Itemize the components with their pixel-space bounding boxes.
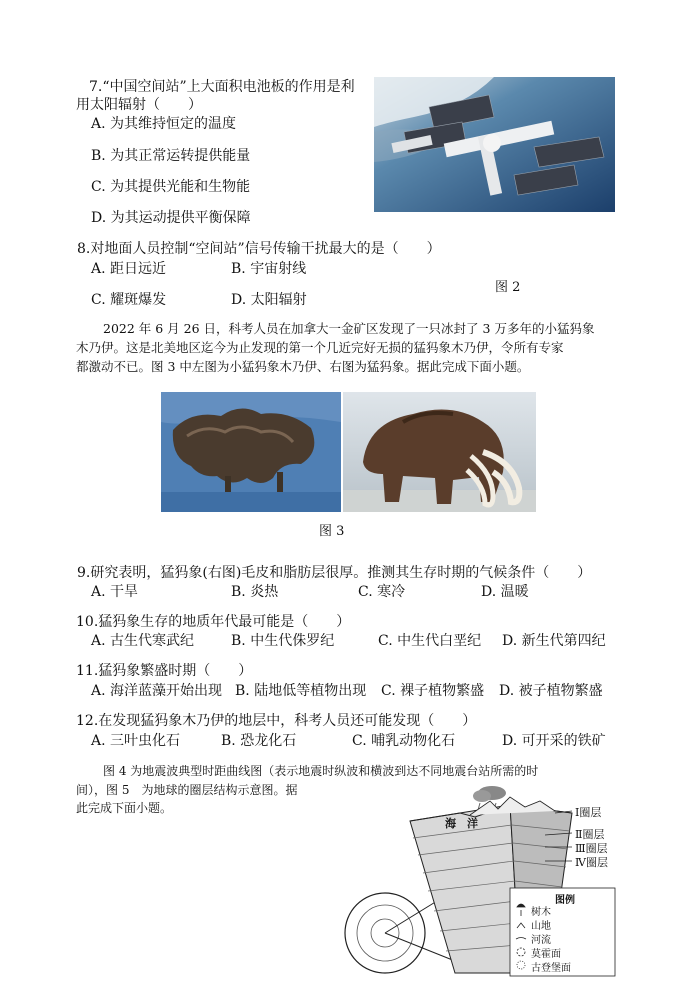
q10-option-c[interactable]: C. 中生代白垩纪 <box>378 633 482 649</box>
q9-option-a[interactable]: A. 干旱 <box>91 584 139 600</box>
layer-4-label: Ⅳ圈层 <box>575 856 608 869</box>
figure-2-caption: 图 2 <box>495 280 521 295</box>
legend-gutenberg: 古登堡面 <box>531 963 571 974</box>
space-station-image <box>374 77 615 212</box>
q12-option-d[interactable]: D. 可开采的铁矿 <box>502 733 606 749</box>
q7-option-a[interactable]: A. 为其维持恒定的温度 <box>91 116 237 132</box>
q8-option-c[interactable]: C. 耀斑爆发 <box>91 292 167 308</box>
layer-2-label: Ⅱ圈层 <box>575 828 605 841</box>
q12-stem: 12.在发现猛犸象木乃伊的地层中，科考人员还可能发现（ ） <box>76 713 477 729</box>
earth-layers-diagram <box>340 783 625 978</box>
intro1-line1: 2022 年 6 月 26 日，科考人员在加拿大一金矿区发现了一只冰封了 3 万多年的小猛犸象 <box>103 321 595 336</box>
q10-option-d[interactable]: D. 新生代第四纪 <box>502 633 606 649</box>
q9-option-b[interactable]: B. 炎热 <box>231 584 279 600</box>
mammoth-mummy-image <box>161 392 341 512</box>
intro1-line2: 木乃伊。这是北美地区迄今为止发现的第一个几近完好无损的猛犸象木乃伊，令所有专家 <box>76 340 564 355</box>
figure-3-caption: 图 3 <box>319 524 345 539</box>
q12-option-a[interactable]: A. 三叶虫化石 <box>91 733 181 749</box>
q8-option-b[interactable]: B. 宇宙射线 <box>231 261 307 277</box>
intro1-line3: 都激动不已。图 3 中左图为小猛犸象木乃伊、右图为猛犸象。据此完成下面小题。 <box>76 359 530 374</box>
q7-stem-line2: 用太阳辐射（ ） <box>76 97 202 113</box>
intro2-line3: 此完成下面小题。 <box>76 801 173 815</box>
mammoth-image <box>343 392 536 512</box>
q7-stem-line1: 7.“中国空间站”上大面积电池板的作用是利 <box>89 79 355 95</box>
q10-option-a[interactable]: A. 古生代寒武纪 <box>91 633 195 649</box>
q11-option-c[interactable]: C. 裸子植物繁盛 <box>381 683 485 699</box>
q7-option-b[interactable]: B. 为其正常运转提供能量 <box>91 148 251 164</box>
q11-option-b[interactable]: B. 陆地低等植物出现 <box>235 683 367 699</box>
q9-option-c[interactable]: C. 寒冷 <box>358 584 406 600</box>
q11-option-a[interactable]: A. 海洋蓝藻开始出现 <box>91 683 223 699</box>
q12-option-c[interactable]: C. 哺乳动物化石 <box>352 733 456 749</box>
q11-option-d[interactable]: D. 被子植物繁盛 <box>499 683 603 699</box>
q8-option-a[interactable]: A. 距日远近 <box>91 261 167 277</box>
intro2-line1: 图 4 为地震波典型时距曲线图（表示地震时纵波和横波到达不同地震台站所需的时 <box>103 764 539 778</box>
q12-option-b[interactable]: B. 恐龙化石 <box>221 733 297 749</box>
ocean-label: 海 洋 <box>445 817 478 830</box>
q11-stem: 11.猛犸象繁盛时期（ ） <box>76 663 253 679</box>
layer-1-label: Ⅰ圈层 <box>575 806 602 819</box>
legend-river: 河流 <box>531 935 551 946</box>
q9-stem: 9.研究表明，猛犸象(右图)毛皮和脂肪层很厚。推测其生存时期的气候条件（ ） <box>77 565 592 581</box>
q10-option-b[interactable]: B. 中生代侏罗纪 <box>231 633 335 649</box>
q7-option-c[interactable]: C. 为其提供光能和生物能 <box>91 179 251 195</box>
legend-title: 图例 <box>555 895 575 906</box>
intro2-line2: 间），图 5 为地球的圈层结构示意图。据 <box>76 783 298 797</box>
q9-option-d[interactable]: D. 温暖 <box>481 584 529 600</box>
legend-tree: 树木 <box>531 907 551 918</box>
legend-moho: 莫霍面 <box>531 949 561 960</box>
q8-stem: 8.对地面人员控制“空间站”信号传输干扰最大的是（ ） <box>77 241 441 257</box>
q8-option-d[interactable]: D. 太阳辐射 <box>231 292 307 308</box>
q7-option-d[interactable]: D. 为其运动提供平衡保障 <box>91 210 251 226</box>
legend-mountain: 山地 <box>531 921 551 932</box>
q10-stem: 10.猛犸象生存的地质年代最可能是（ ） <box>76 614 351 630</box>
layer-3-label: Ⅲ圈层 <box>575 842 608 855</box>
